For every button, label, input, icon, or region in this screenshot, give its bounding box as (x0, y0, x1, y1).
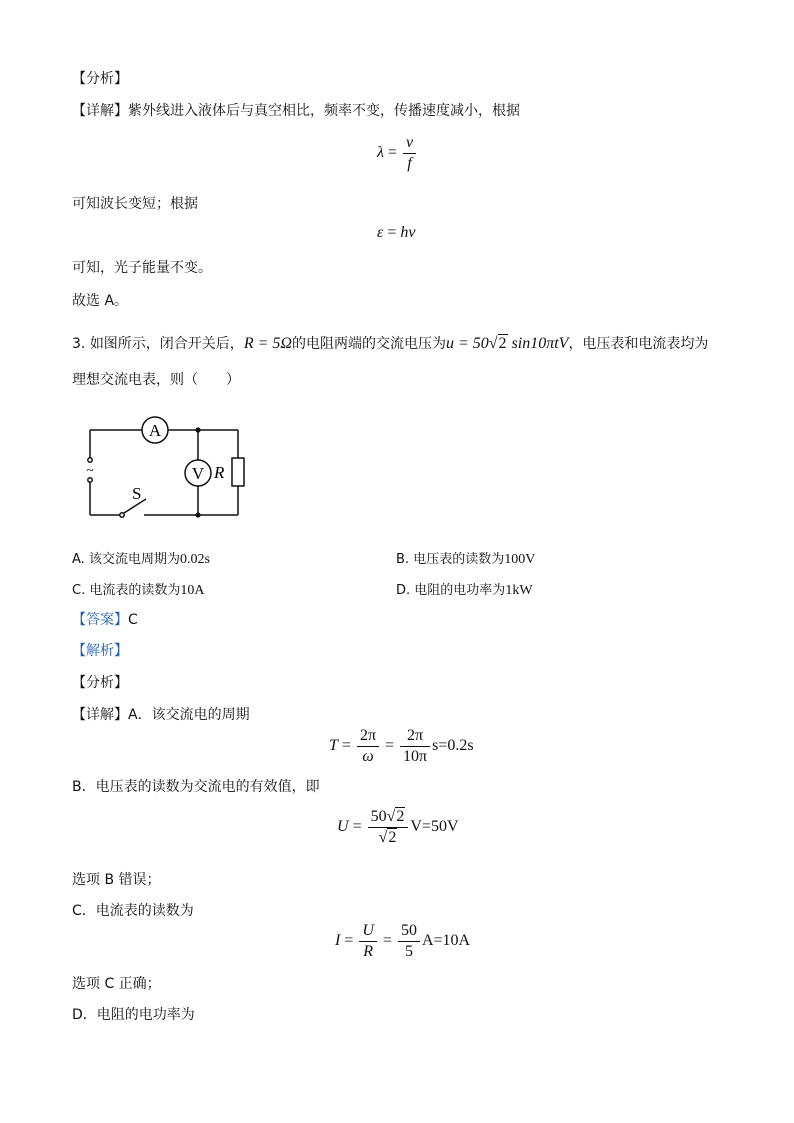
option-a[interactable]: A. 该交流电周期为0.02s (72, 552, 210, 567)
ammeter-explanation: C．电流表的读数为 (72, 903, 194, 919)
option-d[interactable]: D. 电阻的电功率为1kW (396, 583, 533, 598)
formula-wavelength: λ = $\frac{v}{f}$ (377, 134, 418, 173)
voltage-expression: u = 50√2 sin10πtV (445, 335, 569, 352)
detail-paragraph-1 (72, 100, 520, 120)
current-denominator-2: 5 (404, 943, 413, 960)
period-denominator-1: ω (362, 748, 374, 765)
period-result: s=0.2s (432, 737, 474, 755)
current-result: A=10A (421, 932, 471, 950)
question-number: 3. (72, 336, 86, 352)
voltmeter-explanation: B．电压表的读数为交流电的有效值，即 (72, 779, 320, 795)
resistor-label: R (214, 463, 225, 482)
energy-conclusion: 可知，光子能量不变。 (72, 260, 212, 276)
formula-photon-energy: ε = hν (377, 224, 416, 241)
period-denominator-2: 10π (403, 748, 428, 765)
voltage-denominator: √2 (378, 829, 397, 846)
explanation-heading: 【解析】 (72, 643, 128, 659)
detail-paragraph-2: 【详解】A．该交流电的周期 (72, 707, 250, 723)
period-numerator-1: 2π (357, 727, 379, 747)
analysis-heading-2: 【分析】 (72, 675, 128, 691)
formula-current: I = $\frac{U}{R}$ = $\frac{50}{5}$ A=10A (335, 922, 471, 960)
formula-period: T = $\frac{2\pi}{\omega}$ = $\frac{2\pi}{10\pi}$ s=0.2s (329, 727, 474, 765)
current-numerator-1: U (359, 922, 377, 942)
resistor (232, 458, 244, 486)
voltage-numerator: 50√2 (368, 808, 409, 828)
question-3-stem: 3. 如图所示，闭合开关后，R = 5Ω的电阻两端的交流电压为u = 50√2 sin10πtV，电压表和电流表均为 (72, 335, 709, 352)
detail-tag-1: 【详解】 (72, 103, 128, 119)
ac-source-label: ~ (86, 462, 94, 477)
terminal-bottom (88, 478, 92, 482)
junction-bottom (195, 512, 200, 517)
power-explanation: D．电阻的电功率为 (72, 1007, 195, 1023)
period-numerator-2: 2π (400, 727, 430, 747)
option-c-verdict: 选项 C 正确； (72, 976, 161, 992)
junction-top (195, 427, 200, 432)
circuit-diagram (80, 415, 250, 525)
option-b-verdict: 选项 B 错误； (72, 872, 161, 888)
formula-wavelength-fraction: $\frac{v}{f}$ (403, 134, 416, 173)
answer-line (72, 609, 138, 629)
choice-conclusion: 故选 A。 (72, 293, 129, 309)
voltmeter-label: V (191, 464, 205, 483)
switch-label: S (132, 484, 142, 503)
question-3-stem-line2: 理想交流电表，则（ ） (72, 372, 240, 388)
detail-text-1: 紫外线进入液体后与真空相比，频率不变，传播速度减小，根据 (128, 103, 520, 119)
detail-tag-2: 【详解】 (72, 707, 128, 723)
resistance-expression: R = 5Ω (243, 335, 292, 352)
option-b[interactable]: B. 电压表的读数为100V (396, 552, 536, 567)
option-c[interactable]: C. 电流表的读数为10A (72, 583, 205, 598)
formula-voltage: U = $\frac{50√2}{√2}$ V=50V (337, 808, 459, 846)
voltage-result: V=50V (410, 818, 459, 836)
current-denominator-1: R (363, 943, 374, 960)
answer-value: C (128, 612, 138, 628)
current-numerator-2: 50 (398, 922, 420, 942)
wavelength-conclusion: 可知波长变短；根据 (72, 196, 198, 212)
analysis-heading-1: 【分析】 (72, 71, 128, 87)
switch-pivot (120, 513, 124, 517)
answer-tag: 【答案】 (72, 612, 128, 628)
ammeter-label: A (148, 421, 162, 440)
